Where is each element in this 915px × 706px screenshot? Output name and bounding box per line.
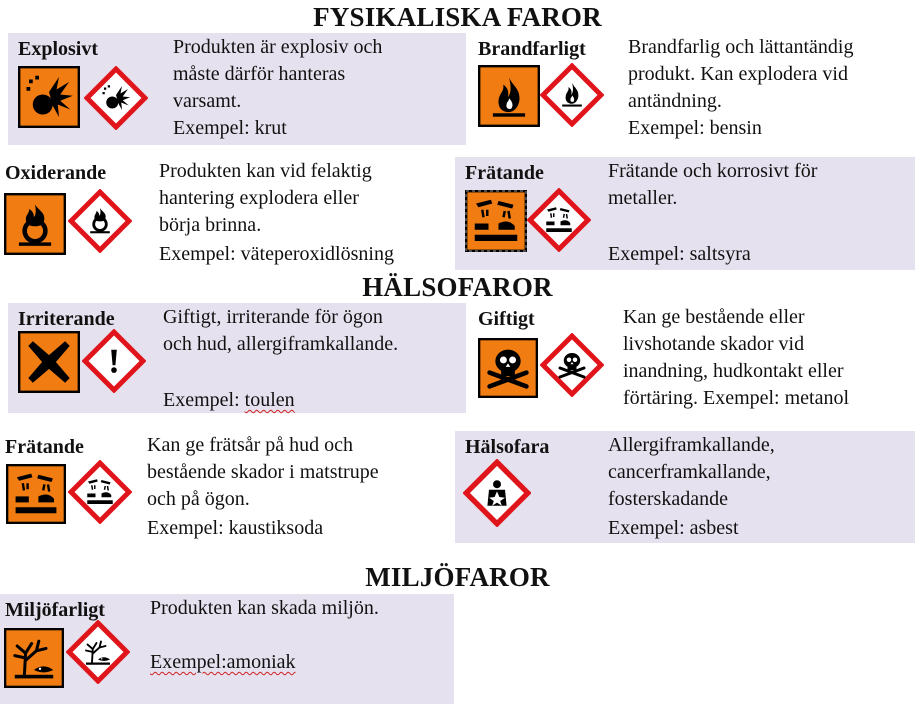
hazard-description: Kan ge bestående eller livshotande skador vid inandning, hudkontakt eller förtäring. Exempel: metanol <box>623 306 850 409</box>
example-prefix: Exempel: <box>163 389 245 411</box>
hazard-card-corrosive <box>0 431 450 546</box>
hazard-card-health-hazard <box>455 431 915 543</box>
example-value: Exempel:amoniak <box>150 651 296 673</box>
hazard-example: Exempel: väteperoxidlösning <box>159 243 394 265</box>
st-andrews-cross-icon <box>18 331 80 393</box>
ghs-flame-over-circle-icon <box>68 189 132 253</box>
section-heading-environment: MILJÖFAROR <box>365 562 550 592</box>
hazard-description: Allergiframkallande, cancerframkallande, fosterskadande <box>608 434 775 510</box>
hazard-card-environmental <box>0 594 454 704</box>
dead-tree-fish-icon <box>4 628 64 688</box>
ghs-health-hazard-icon <box>463 459 531 527</box>
hazard-title: Hälsofara <box>465 436 550 458</box>
hazard-description: Produkten kan vid felaktig hantering explodera eller börja brinna. <box>159 160 372 236</box>
skull-crossbones-icon <box>478 338 538 398</box>
hazard-description: Kan ge frätsår på hud och bestående skador i matstrupe och på ögon. <box>147 434 379 510</box>
hazard-example: Exempel: saltsyra <box>608 243 751 265</box>
hazard-title: Brandfarligt <box>478 38 586 60</box>
hazard-example <box>163 387 295 414</box>
hazard-description: Giftigt, irriterande för ögon och hud, allergiframkallande. <box>163 306 399 355</box>
section-heading-health: HÄLSOFAROR <box>362 272 553 302</box>
hazard-card-toxic <box>470 303 915 418</box>
hazard-description: Frätande och korrosivt för metaller. <box>608 160 818 209</box>
ghs-skull-crossbones-icon <box>540 333 604 397</box>
hazard-title: Frätande <box>465 162 544 184</box>
hazard-title: Irriterande <box>18 308 115 330</box>
hazard-title: Miljöfarligt <box>5 599 105 621</box>
corrosion-icon <box>6 464 66 524</box>
hazard-title: Oxiderande <box>5 162 107 184</box>
hazard-card-explosive <box>8 33 466 145</box>
hazard-example: Exempel: bensin <box>628 117 762 139</box>
hazard-card-flammable <box>470 33 915 145</box>
hazard-example: Exempel: kaustiksoda <box>147 517 324 539</box>
hazard-description: Produkten kan skada miljön. <box>150 597 379 619</box>
ghs-flame-icon <box>540 63 604 127</box>
hazard-title: Frätande <box>5 436 84 458</box>
hazard-title: Explosivt <box>18 38 99 60</box>
hazard-title: Giftigt <box>478 308 535 330</box>
flame-icon <box>478 65 540 127</box>
ghs-corrosion-icon <box>527 188 591 252</box>
ghs-exclamation-mark-icon <box>82 329 146 393</box>
corrosion-icon <box>465 190 527 252</box>
flame-over-circle-icon <box>4 193 66 255</box>
hazard-card-oxidizing <box>0 157 450 272</box>
hazard-description: Produkten är explosiv och måste därför hanteras varsamt. <box>173 36 383 112</box>
hazard-description: Brandfarlig och lättantändig produkt. Kan explodera vid antändning. <box>628 36 854 112</box>
hazard-card-corrosive-metals <box>455 157 915 270</box>
exploding-bomb-icon <box>18 66 80 128</box>
ghs-environment-icon <box>66 620 130 684</box>
section-heading-physical: FYSIKALISKA FAROR <box>313 2 602 32</box>
hazard-example: Exempel: asbest <box>608 517 739 539</box>
ghs-exploding-bomb-icon <box>84 66 148 130</box>
ghs-corrosion-icon <box>68 460 132 524</box>
hazard-example: Exempel: krut <box>173 117 287 139</box>
hazard-example <box>150 649 296 676</box>
hazard-card-irritant <box>8 303 466 413</box>
example-value: toulen <box>244 389 295 411</box>
